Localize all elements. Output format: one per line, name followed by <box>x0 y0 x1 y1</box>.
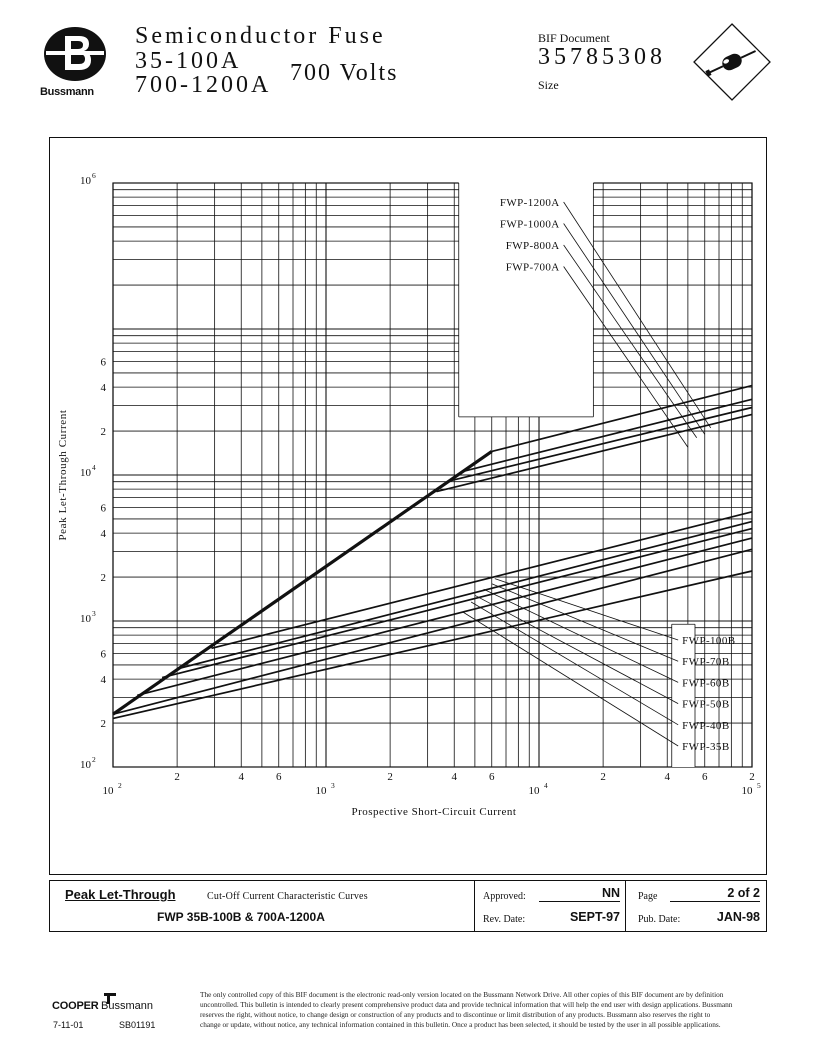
y-decade-exponent: 2 <box>92 755 96 764</box>
disclaimer-line-2: uncontrolled. This bulletin is intended to clearly present comprehensive product data and provide technical information that will help the end user with design applications. Bussmann <box>200 1000 733 1009</box>
y-decade-label: 10 <box>80 759 91 771</box>
bif-document-label: BIF Document <box>538 31 610 45</box>
legend-label: FWP-1200A <box>499 197 560 209</box>
y-tick-label: 4 <box>100 382 106 395</box>
bussmann-logo-text: Bussmann <box>40 86 94 98</box>
x-tick-label: 2 <box>600 771 606 783</box>
y-tick-label: 2 <box>100 718 106 731</box>
title-line-1: Semiconductor Fuse <box>135 23 386 49</box>
size-label: Size <box>538 78 559 92</box>
disclaimer-line-4: change or update, without notice, any technical information contained in this bulletin. Once a product has been selected, it should be tested by the user in all possible applications. <box>200 1020 721 1029</box>
info-divider-2 <box>625 881 626 931</box>
legend-leader-line <box>471 602 678 725</box>
y-tick-label: 2 <box>100 426 106 439</box>
y-tick-label: 4 <box>100 674 106 687</box>
y-decade-label: 10 <box>80 613 91 625</box>
chart-series <box>113 386 752 719</box>
footer-code: SB01191 <box>119 1020 156 1030</box>
approved-value: NN <box>539 885 620 902</box>
x-decade-exponent: 5 <box>757 781 761 790</box>
x-decade-label: 10 <box>741 785 753 797</box>
footer-disclaimer <box>200 990 770 1030</box>
legend-label: FWP-50B <box>682 698 730 711</box>
x-decade-exponent: 4 <box>544 781 548 790</box>
disclaimer-line-3: reserves the right, without notice, to change design or construction of any products and to discontinue or limit distribution of any products. Bussmann also reserves the right to <box>200 1010 711 1019</box>
approved-label: Approved: <box>483 891 526 902</box>
y-decade-exponent: 3 <box>92 609 96 618</box>
series-line <box>449 407 752 480</box>
x-tick-label: 6 <box>275 771 282 783</box>
title-line-3: 700-1200A <box>135 72 272 98</box>
legend-leader-line <box>484 589 678 682</box>
x-decade-exponent: 2 <box>118 781 122 790</box>
y-decade-label: 10 <box>80 175 91 187</box>
disclaimer-line-1: The only controlled copy of this BIF document is the electronic read-only version located on the Bussmann Network Drive. All other copies of this BIF document are by definition <box>200 990 724 999</box>
x-tick-label: 4 <box>664 771 670 783</box>
x-tick-label: 2 <box>387 771 393 783</box>
x-tick-label: 6 <box>701 771 708 783</box>
info-title: Peak Let-Through <box>65 887 176 902</box>
cooper-brand: COOPER <box>52 1000 99 1012</box>
voltage-rating: 700 Volts <box>290 60 399 86</box>
legend-label: FWP-100B <box>682 635 736 647</box>
legend-label: FWP-40B <box>682 719 730 732</box>
series-line <box>113 549 752 714</box>
page-value: 2 of 2 <box>670 885 760 902</box>
y-tick-label: 4 <box>100 528 106 541</box>
cooper-bussmann-logo <box>52 994 162 1016</box>
x-tick-label: 2 <box>174 771 180 783</box>
x-decade-label: 10 <box>102 785 114 797</box>
info-subtitle: Cut-Off Current Characteristic Curves <box>207 891 368 902</box>
legend-label: FWP-800A <box>505 240 560 252</box>
y-axis-label: Peak Let-Through Current <box>57 409 69 541</box>
bif-document-number: 35785308 <box>538 44 666 70</box>
y-decade-exponent: 6 <box>92 171 96 180</box>
x-decade-exponent: 3 <box>331 781 335 790</box>
y-decade-exponent: 4 <box>92 463 96 472</box>
x-tick-label: 2 <box>749 771 755 783</box>
legend-label: FWP-700A <box>505 261 560 274</box>
info-products: FWP 35B-100B & 700A-1200A <box>157 910 325 924</box>
info-divider-1 <box>474 881 475 931</box>
rev-date-value: SEPT-97 <box>569 910 620 924</box>
x-tick-label: 4 <box>451 771 457 783</box>
x-tick-label: 6 <box>488 771 495 783</box>
y-tick-label: 6 <box>100 356 106 369</box>
pub-date-label: Pub. Date: <box>638 914 681 925</box>
x-decade-label: 10 <box>528 785 540 797</box>
legend-label: FWP-60B <box>682 677 730 690</box>
y-tick-label: 6 <box>100 648 106 661</box>
bussmann-brand: Bussmann <box>101 1000 153 1012</box>
y-tick-label: 6 <box>100 502 106 515</box>
info-box <box>49 880 767 932</box>
title-line-2: 35-100A <box>135 48 242 74</box>
x-tick-label: 4 <box>238 771 244 783</box>
legend-label: FWP-1000A <box>499 218 560 231</box>
footer-date: 7-11-01 <box>53 1020 84 1030</box>
rev-date-label: Rev. Date: <box>483 914 526 925</box>
legend-label: FWP-70B <box>682 656 730 669</box>
page-label: Page <box>638 891 658 902</box>
legend-label: FWP-35B <box>682 741 730 753</box>
chart-grid <box>113 183 752 767</box>
y-tick-label: 2 <box>100 572 106 585</box>
series-line <box>137 538 752 695</box>
pub-date-value: JAN-98 <box>716 910 760 924</box>
x-decade-label: 10 <box>315 785 327 797</box>
y-decade-label: 10 <box>80 467 91 479</box>
x-axis-label: Prospective Short-Circuit Current <box>351 806 517 818</box>
series-line <box>177 522 752 669</box>
